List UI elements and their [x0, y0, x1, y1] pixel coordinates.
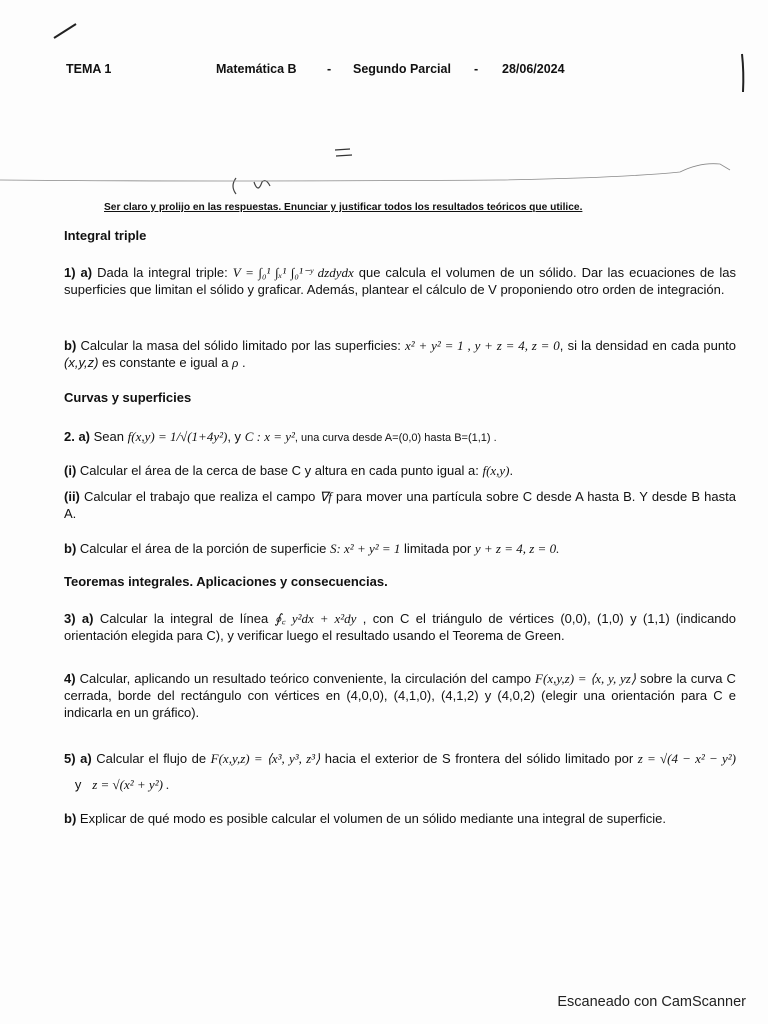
question-text: Dada la integral triple: — [97, 265, 228, 280]
question-5b — [64, 810, 736, 827]
question-text: Calcular el trabajo que realiza el campo — [84, 489, 316, 504]
formula: f(x,y) — [482, 463, 510, 478]
formula: y + z = 4, z = 0. — [474, 541, 560, 556]
question-number: 5) a) — [64, 751, 92, 766]
formula: z = √(4 − x² − y²) — [637, 751, 736, 766]
exam-date: 28/06/2024 — [502, 62, 565, 76]
question-text: Sean — [93, 429, 125, 444]
question-text: Calcular el área de la porción de superficie — [79, 541, 327, 556]
question-text: es constante e igual a — [102, 355, 229, 370]
question-2b — [64, 540, 736, 557]
formula: (x,y,z) — [64, 355, 99, 370]
formula: S: x² + y² = 1 — [329, 541, 401, 556]
question-number: (i) — [64, 463, 77, 478]
question-text: Calcular, aplicando un resultado teórico conveniente, la circulación del campo — [79, 671, 531, 686]
formula: ρ — [232, 355, 239, 370]
tema-label: TEMA 1 — [66, 62, 112, 76]
section-title: Curvas y superficies — [64, 390, 192, 405]
question-text: Calcular la integral de línea — [99, 611, 269, 626]
question-text: Calcular el área de la cerca de base C y altura en cada punto igual a: — [79, 463, 479, 478]
formula: V = ∫₀¹ ∫ₓ¹ ∫₀¹⁻ʸ dzdydx — [232, 265, 354, 280]
question-text: Calcular el flujo de — [96, 751, 207, 766]
question-5a — [64, 746, 736, 798]
question-text: sobre la curva C cerrada, borde del rectángulo con vértices en (4,0,0), (4,1,0), (4,1,2) y (4,0,2) (elegir una orientación para C e indicarla en un gráfico). — [64, 671, 736, 720]
formula: z = √(x² + y²) . — [92, 777, 170, 792]
question-1a — [64, 264, 736, 298]
course-name: Matemática B — [216, 62, 297, 76]
question-text: , si la densidad en cada punto — [559, 338, 736, 353]
question-text: , con C el triángulo de vértices (0,0), (1,0) y (1,1) (indicando orientación elegida para C), y verificar luego el resultado usando el Teorema de Green. — [64, 611, 736, 643]
question-number: 3) a) — [64, 611, 94, 626]
instructions: Ser claro y prolijo en las respuestas. Enunciar y justificar todos los resultados teóricos que utilice. — [104, 202, 583, 213]
question-text: Calcular la masa del sólido limitado por las superficies: — [80, 338, 401, 353]
header-separator: - — [327, 62, 332, 76]
question-text: Explicar de qué modo es posible calcular el volumen de un sólido mediante una integral de superficie. — [79, 811, 666, 826]
question-3a — [64, 610, 736, 644]
pen-stroke-mark — [50, 20, 80, 42]
formula: C : x = y² — [244, 429, 295, 444]
section-title: Teoremas integrales. Aplicaciones y consecuencias. — [64, 574, 388, 589]
formula: x² + y² = 1 , y + z = 4, z = 0 — [405, 338, 560, 353]
page-edge-mark — [736, 52, 750, 96]
header-separator: - — [474, 62, 479, 76]
section-title: Integral triple — [64, 228, 147, 243]
page-fold-line — [0, 150, 768, 190]
question-text: y — [74, 777, 82, 792]
question-text: , y — [227, 429, 242, 444]
question-1b — [64, 337, 736, 371]
formula: ∇f — [319, 489, 332, 504]
question-4 — [64, 670, 736, 721]
question-number: b) — [64, 811, 77, 826]
question-text: hacia el exterior de S frontera del sólido limitado por — [324, 751, 634, 766]
question-2a — [64, 428, 736, 447]
question-number: 2. a) — [64, 429, 91, 444]
scanner-watermark: Escaneado con CamScanner — [557, 994, 746, 1010]
formula: ∮꜀ y²dx + x²dy — [274, 611, 357, 626]
question-2-i — [64, 462, 736, 479]
question-number: b) — [64, 338, 77, 353]
question-number: b) — [64, 541, 77, 556]
question-number: 4) — [64, 671, 76, 686]
question-text: limitada por — [404, 541, 472, 556]
question-text: . — [509, 463, 514, 478]
question-text: que calcula el volumen de un sólido. Dar las ecuaciones de las superficies que limitan el sólido y graficar. Además, plantear el cálculo de V proponiendo otro orden de integración. — [64, 265, 736, 297]
question-2-ii — [64, 488, 736, 522]
formula: F(x,y,z) = ⟨x³, y³, z³⟩ — [210, 751, 321, 766]
question-text: . — [242, 355, 246, 370]
question-number: 1) a) — [64, 265, 93, 280]
exam-name: Segundo Parcial — [353, 62, 451, 76]
question-text: , una curva desde A=(0,0) hasta B=(1,1) . — [294, 432, 497, 444]
question-number: (ii) — [64, 489, 80, 504]
question-text: para mover una partícula sobre C desde A hasta B. Y desde B hasta A. — [64, 489, 736, 521]
formula: F(x,y,z) = ⟨x, y, yz⟩ — [535, 671, 636, 686]
formula: f(x,y) = 1/√(1+4y²) — [127, 429, 228, 444]
